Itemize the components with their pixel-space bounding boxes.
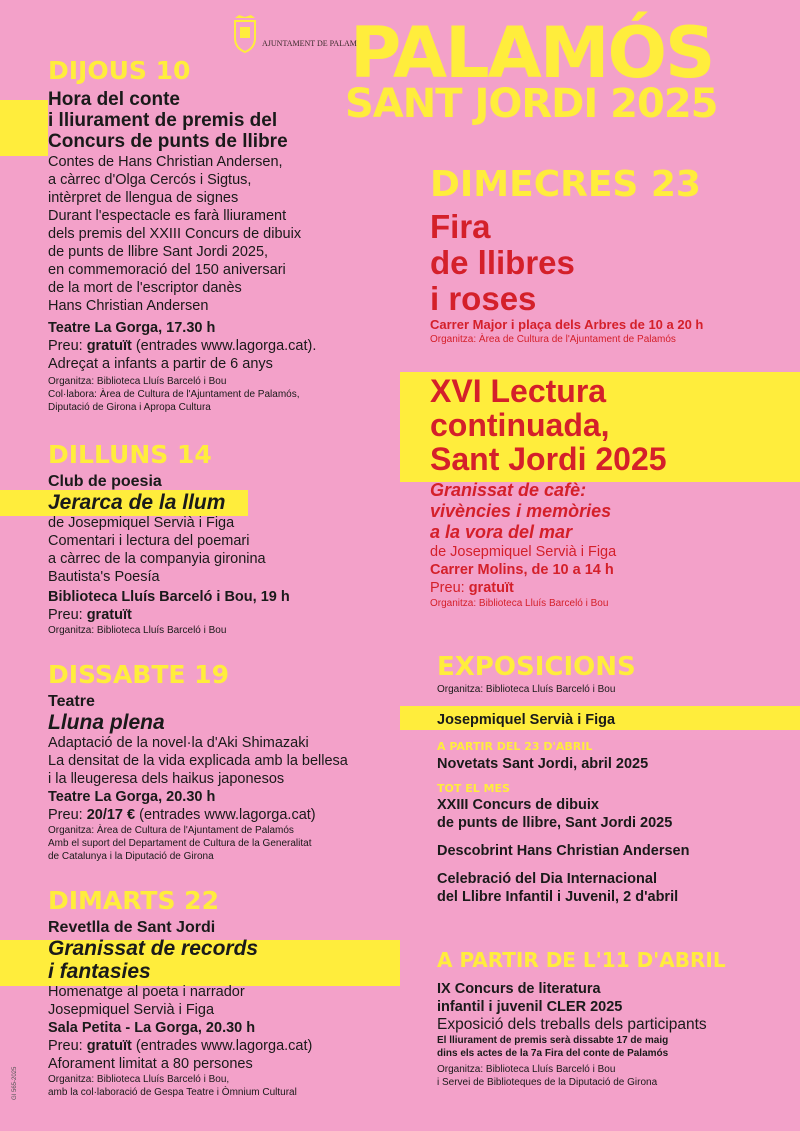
work-title: i fantasies: [48, 960, 151, 983]
section-dimecres: [430, 164, 790, 346]
day-heading: DILLUNS 14: [48, 440, 212, 469]
section-lectura: [430, 374, 790, 610]
fira-title: de llibres: [430, 244, 575, 281]
event-title: Concurs de punts de llibre: [48, 131, 288, 152]
day-heading: DIJOUS 10: [48, 56, 191, 85]
organizer-line: Organitza: Biblioteca Lluís Barceló i Bou: [48, 376, 227, 387]
body-line: Contes de Hans Christian Andersen,: [48, 154, 283, 170]
print-code: GI 565-2025: [12, 1066, 18, 1100]
section-dissabte: [48, 662, 428, 863]
venue: Teatre La Gorga, 17.30 h: [48, 320, 216, 336]
organizer-line: Diputació de Girona i Apropa Cultura: [48, 402, 211, 413]
body-line: en commemoració del 150 aniversari: [48, 262, 286, 278]
price-line: [48, 337, 428, 355]
venue: Teatre La Gorga, 20.30 h: [48, 789, 216, 805]
price-note: (entrades www.lagorga.cat): [139, 807, 316, 823]
event-kicker: Teatre: [48, 693, 95, 710]
price-value: gratuït: [468, 580, 514, 596]
event-kicker: Revetlla de Sant Jordi: [48, 919, 216, 936]
organizer-line: amb la col·laboració de Gespa Teatre i Òmnium Cultural: [48, 1087, 297, 1098]
organizer-line: Organitza: Biblioteca Lluís Barceló i Bou: [48, 625, 227, 636]
body-line: Josepmiquel Servià i Figa: [48, 1002, 215, 1018]
fira-organizer: Organitza: Àrea de Cultura de l'Ajuntament de Palamós: [430, 334, 676, 345]
price-value: gratuït: [86, 607, 132, 623]
cler-note: dins els actes de la 7a Fira del conte de Palamós: [437, 1048, 669, 1059]
day-heading: DIMARTS 22: [48, 886, 219, 915]
body-line: Comentari i lectura del poemari: [48, 533, 250, 549]
lectura-work: a la vora del mar: [430, 522, 573, 542]
lectura-work: vivències i memòries: [430, 501, 612, 521]
expo-item: Josepmiquel Servià i Figa: [437, 712, 616, 728]
work-title: Jerarca de la llum: [48, 491, 226, 514]
body-line: de Josepmiquel Servià i Figa: [48, 515, 235, 531]
exposicions-organizer: Organitza: Biblioteca Lluís Barceló i Bou: [437, 684, 616, 695]
price-label: Preu:: [48, 807, 83, 823]
expo-date-label: A PARTIR DEL 23 D'ABRIL: [437, 740, 593, 753]
body-line: Adaptació de la novel·la d'Aki Shimazaki: [48, 735, 309, 751]
price-value: gratuït: [86, 338, 132, 354]
body-line: Homenatge al poeta i narrador: [48, 984, 245, 1000]
expo-item: Descobrint Hans Christian Andersen: [437, 843, 690, 859]
body-line: La densitat de la vida explicada amb la bellesa: [48, 753, 348, 769]
coat-of-arms-icon: [230, 14, 260, 54]
day-heading: DIMECRES 23: [430, 164, 701, 205]
body-line: de la mort de l'escriptor danès: [48, 280, 242, 296]
fira-title: Fira: [430, 208, 491, 245]
header-event: SANT JORDI 2025: [345, 81, 718, 127]
expo-item: de punts de llibre, Sant Jordi 2025: [437, 815, 673, 831]
price-line: [48, 806, 428, 824]
section-dilluns: [48, 442, 428, 637]
body-line: Durant l'espectacle es farà lliurament: [48, 208, 287, 224]
municipal-logo: [230, 14, 260, 54]
price-label: Preu:: [430, 580, 465, 596]
cler-heading: A PARTIR DE L'11 D'ABRIL: [437, 948, 726, 972]
price-line: [430, 579, 790, 597]
event-title: i lliurament de premis del: [48, 110, 278, 131]
cler-title: IX Concurs de literatura: [437, 981, 601, 997]
lectura-title: Sant Jordi 2025: [430, 441, 667, 477]
body-line: a càrrec de la companyia gironina: [48, 551, 266, 567]
section-cler: [437, 950, 787, 1089]
fira-place: Carrer Major i plaça dels Arbres de 10 a 20 h: [430, 317, 704, 332]
lectura-title: continuada,: [430, 407, 610, 443]
yellow-band-dijous: [0, 100, 48, 156]
expo-item: Novetats Sant Jordi, abril 2025: [437, 756, 649, 772]
expo-item: Celebració del Dia Internacional: [437, 871, 657, 887]
price-note: (entrades www.lagorga.cat).: [135, 338, 317, 354]
capacity-note: Aforament limitat a 80 persones: [48, 1056, 253, 1072]
cler-note: El lliurament de premis serà dissabte 17 de maig: [437, 1035, 669, 1046]
fira-title: i roses: [430, 280, 537, 317]
cler-organizer: i Servei de Biblioteques de la Diputació de Girona: [437, 1077, 658, 1088]
lectura-title: XVI Lectura: [430, 373, 607, 409]
venue: Sala Petita - La Gorga, 20.30 h: [48, 1020, 256, 1036]
age-note: Adreçat a infants a partir de 6 anys: [48, 356, 273, 372]
cler-title: infantil i juvenil CLER 2025: [437, 999, 623, 1015]
day-heading: DISSABTE 19: [48, 660, 229, 689]
event-kicker: Club de poesia: [48, 473, 162, 490]
expo-item: del Llibre Infantil i Juvenil, 2 d'abril: [437, 889, 679, 905]
body-line: i la lleugeresa dels haikus japonesos: [48, 771, 285, 787]
body-line: Hans Christian Andersen: [48, 298, 209, 314]
lectura-work: Granissat de cafè:: [430, 480, 587, 500]
price-label: Preu:: [48, 607, 83, 623]
price-value: gratuït: [86, 1038, 132, 1054]
organizer-line: Amb el suport del Departament de Cultura de la Generalitat: [48, 838, 312, 849]
price-value: 20/17 €: [86, 807, 136, 823]
price-note: (entrades www.lagorga.cat): [135, 1038, 313, 1054]
logo-text: AJUNTAMENT DE PALAMÓS: [262, 39, 368, 48]
price-label: Preu:: [48, 1038, 83, 1054]
header-city: PALAMÓS: [350, 12, 714, 94]
expo-item: XXIII Concurs de dibuix: [437, 797, 599, 813]
section-dimarts: [48, 888, 428, 1099]
lectura-place: Carrer Molins, de 10 a 14 h: [430, 562, 614, 578]
body-line: Bautista's Poesía: [48, 569, 160, 585]
lectura-author: de Josepmiquel Servià i Figa: [430, 544, 617, 560]
section-exposicions: [437, 654, 787, 906]
event-title: Hora del conte: [48, 89, 180, 110]
work-title: Lluna plena: [48, 711, 165, 734]
organizer-line: de Catalunya i la Diputació de Girona: [48, 851, 214, 862]
price-line: [48, 1037, 428, 1055]
work-title: Granissat de records: [48, 937, 259, 960]
body-line: intèrpret de llengua de signes: [48, 190, 239, 206]
organizer-line: Col·labora: Àrea de Cultura de l'Ajuntament de Palamós,: [48, 389, 300, 400]
body-line: dels premis del XXIII Concurs de dibuix: [48, 226, 302, 242]
expo-date-label: TOT EL MES: [437, 782, 510, 795]
organizer-line: Organitza: Biblioteca Lluís Barceló i Bou,: [48, 1074, 230, 1085]
cler-sub: Exposició dels treballs dels participants: [437, 1016, 707, 1033]
section-dijous: [48, 58, 428, 414]
body-line: a càrrec d'Olga Cercós i Sigtus,: [48, 172, 252, 188]
cler-organizer: Organitza: Biblioteca Lluís Barceló i Bou: [437, 1064, 616, 1075]
body-line: de punts de llibre Sant Jordi 2025,: [48, 244, 269, 260]
venue: Biblioteca Lluís Barceló i Bou, 19 h: [48, 589, 290, 605]
price-line: [48, 606, 428, 624]
lectura-organizer: Organitza: Biblioteca Lluís Barceló i Bou: [430, 598, 609, 609]
price-label: Preu:: [48, 338, 83, 354]
organizer-line: Organitza: Àrea de Cultura de l'Ajuntament de Palamós: [48, 825, 294, 836]
exposicions-heading: EXPOSICIONS: [437, 652, 636, 682]
